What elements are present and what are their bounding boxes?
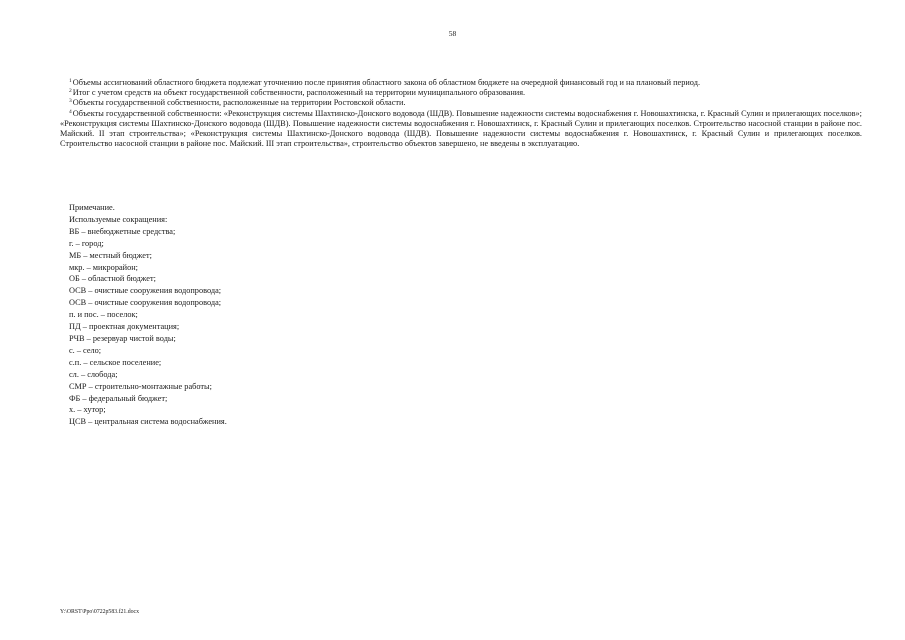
abbreviation-item: с. – село;	[69, 345, 102, 355]
abbreviation-item: п. и пос. – поселок;	[69, 310, 138, 320]
abbreviation-item: ЦСВ – центральная система водоснабжения.	[69, 417, 227, 427]
footnote-1	[60, 78, 862, 88]
abbreviation-item: ОСВ – очистные сооружения водопровода;	[69, 286, 222, 296]
footnote-3	[60, 98, 862, 108]
abbreviation-item: с.п. – сельское поселение;	[69, 357, 162, 367]
abbreviation-item: ФБ – федеральный бюджет;	[69, 393, 168, 403]
note-title: Примечание.	[69, 203, 115, 212]
abbreviation-item: ПД – проектная документация;	[69, 322, 180, 332]
abbreviations-note	[69, 202, 469, 428]
footnote-marker: 2	[69, 88, 72, 95]
abbreviation-item: сл. – слобода;	[69, 369, 118, 379]
footnote-text: Объекты государственной собственности, расположенные на территории Ростовской области.	[72, 98, 406, 108]
footnote-4	[60, 109, 862, 150]
footnote-marker: 1	[69, 78, 72, 84]
page-number: 58	[448, 29, 457, 38]
abbreviation-item: ВБ – внебюджетные средства;	[69, 226, 176, 236]
footer-file-path: Y:\ORST\Ppo\0722p583.f21.docx	[60, 609, 140, 615]
footnotes-section	[60, 78, 862, 149]
abbreviation-item: ОСВ – очистные сооружения водопровода;	[69, 298, 222, 308]
footnote-marker: 3	[69, 98, 72, 105]
abbreviation-item: мкр. – микрорайон;	[69, 262, 138, 272]
footnote-2	[60, 88, 862, 98]
abbreviation-item: МБ – местный бюджет;	[69, 250, 152, 260]
abbreviation-item: РЧВ – резервуар чистой воды;	[69, 333, 176, 343]
footnote-text: Объекты государственной собственности: «Реконструкция системы Шахтинско-Донского водовода (ШДВ). Повышение надежности системы водоснабжения г. Новошахтинска, г. Красный Сулин и прилегающих поселков»; «Реконструкция системы Шахтинско-Донского водовода (ШДВ). Повышение надежности системы водоснабжения г. Новошахтинск, г. Красный Сулин и прилегающих поселков. Строительство насосной станции в районе пос. Майский. II этап строительства»; «Реконструкция системы Шахтинско-Донского водовода (ШДВ). Повышение надежности системы водоснабжения г. Новошахтинск, г. Красный Сулин и прилегающих поселков. Строительство насосной станции в районе пос. Майский. III этап строительства», строительство объектов завершено, не введены в эксплуатацию.	[60, 108, 862, 149]
footnote-text: Объемы ассигнований областного бюджета подлежат уточнению после принятия областного закона об областном бюджете на очередной финансовый год и на плановый период.	[72, 78, 701, 87]
footnote-text: Итог с учетом средств на объект государственной собственности, расположенный на территории муниципального образования.	[72, 88, 526, 98]
abbreviation-item: г. – город;	[69, 238, 104, 248]
abbreviation-item: СМР – строительно-монтажные работы;	[69, 381, 212, 391]
footnote-marker: 4	[69, 108, 72, 115]
abbreviation-item: х. – хутор;	[69, 405, 106, 415]
note-subtitle: Используемые сокращения:	[69, 214, 168, 224]
abbreviation-item: ОБ – областной бюджет;	[69, 274, 156, 284]
